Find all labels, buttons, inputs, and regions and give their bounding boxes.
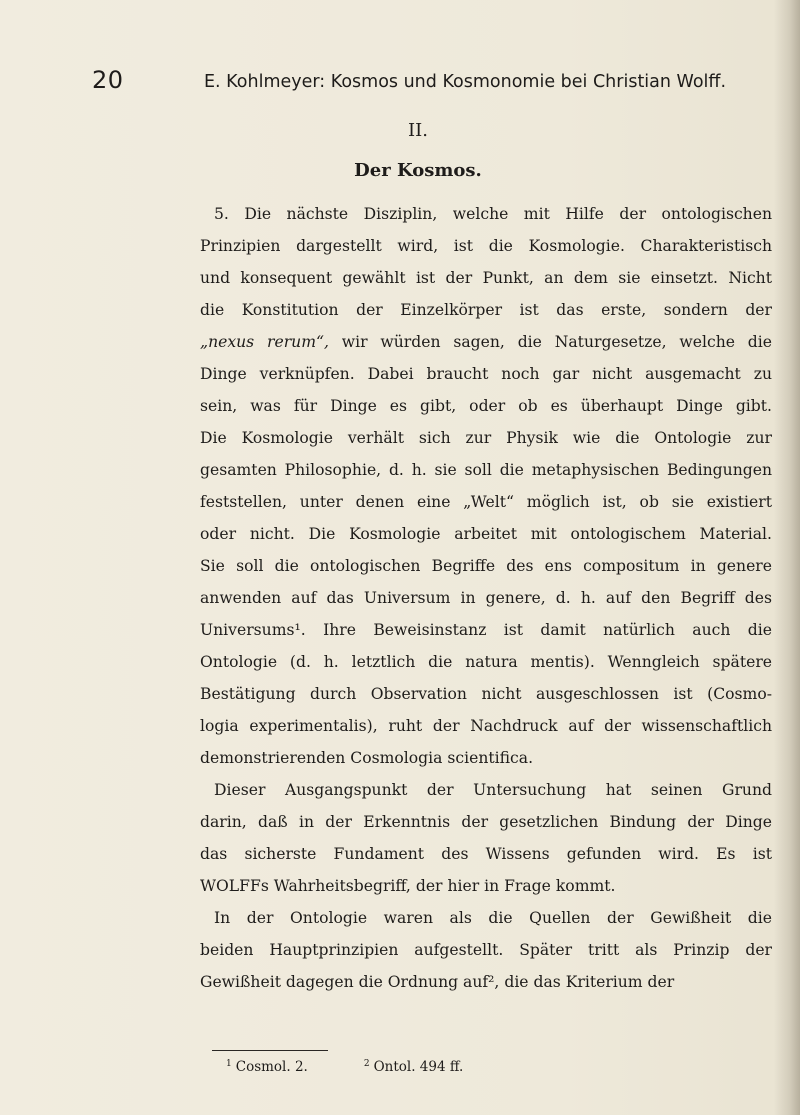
footnote-text: Ontol. 494 ff. xyxy=(373,1059,464,1075)
text-line: anwenden auf das Universum in genere, d. h. auf den Begriff des xyxy=(200,589,772,607)
text-line: Die Kosmologie verhält sich zur Physik wie die Ontologie zur xyxy=(200,429,772,447)
text-line: und konsequent gewählt ist der Punkt, an dem sie einsetzt. Nicht xyxy=(200,269,772,287)
text-line: Ontologie (d. h. letztlich die natura mentis). Wenngleich spätere xyxy=(200,653,772,671)
text-line: das sicherste Fundament des Wissens gefunden wird. Es ist xyxy=(200,845,772,863)
text-line: 5. Die nächste Disziplin, welche mit Hilfe der ontologischen xyxy=(214,205,772,223)
section-number: II. xyxy=(408,120,428,141)
body-text xyxy=(200,198,772,998)
text-line: Bestätigung durch Observation nicht ausgeschlossen ist (Cosmo- xyxy=(200,685,772,703)
text-line: In der Ontologie waren als die Quellen der Gewißheit die xyxy=(214,909,772,927)
text-line: „nexus rerum“, wir würden sagen, die Naturgesetze, welche die xyxy=(200,333,773,351)
text-line: Dieser Ausgangspunkt der Untersuchung hat seinen Grund xyxy=(214,781,772,799)
running-head xyxy=(92,64,772,96)
page-number: 20 xyxy=(92,66,124,94)
footnote-rule xyxy=(212,1050,328,1051)
text-line: WOLFFs Wahrheitsbegriff, der hier in Frage kommt. xyxy=(200,877,616,895)
text-line: Dinge verknüpfen. Dabei braucht noch gar nicht ausgemacht zu xyxy=(200,365,772,383)
text-line: Sie soll die ontologischen Begriffe des ens compositum in genere xyxy=(200,557,772,575)
text-line: logia experimentalis), ruht der Nachdruck auf der wissenschaftlich xyxy=(200,717,772,735)
text-line: Universums¹. Ihre Beweisinstanz ist damit natürlich auch die xyxy=(200,621,772,639)
emphasis: „nexus rerum“, xyxy=(200,333,329,351)
text-line: demonstrierenden Cosmologia scientifica. xyxy=(200,749,534,767)
footnote-mark: 2 xyxy=(363,1058,370,1069)
text-line: gesamten Philosophie, d. h. sie soll die metaphysischen Bedingungen xyxy=(200,461,772,479)
text-line: sein, was für Dinge es gibt, oder ob es überhaupt Dinge gibt. xyxy=(200,397,772,415)
footnote-text: Cosmol. 2. xyxy=(235,1059,308,1075)
text-line: die Konstitution der Einzelkörper ist das erste, sondern der xyxy=(200,301,772,319)
text-line: darin, daß in der Erkenntnis der gesetzlichen Bindung der Dinge xyxy=(200,813,772,831)
section-title: Der Kosmos. xyxy=(354,160,482,181)
text-line: oder nicht. Die Kosmologie arbeitet mit ontologischem Material. xyxy=(200,525,772,543)
footnote xyxy=(226,1056,308,1078)
text-line: Gewißheit dagegen die Ordnung auf², die das Kriterium der xyxy=(200,973,675,991)
footnotes xyxy=(226,1056,463,1078)
footnote xyxy=(364,1056,463,1078)
footnote-mark: 1 xyxy=(226,1058,232,1069)
text-line: feststellen, unter denen eine „Welt“ möglich ist, ob sie existiert xyxy=(200,493,772,511)
text-line: Prinzipien dargestellt wird, ist die Kosmologie. Charakteristisch xyxy=(200,237,772,255)
text-line: beiden Hauptprinzipien aufgestellt. Später tritt als Prinzip der xyxy=(200,941,772,959)
running-head-text: E. Kohlmeyer: Kosmos und Kosmonomie bei Christian Wolff. xyxy=(204,72,727,92)
emphasis: WOLFF xyxy=(200,877,261,895)
